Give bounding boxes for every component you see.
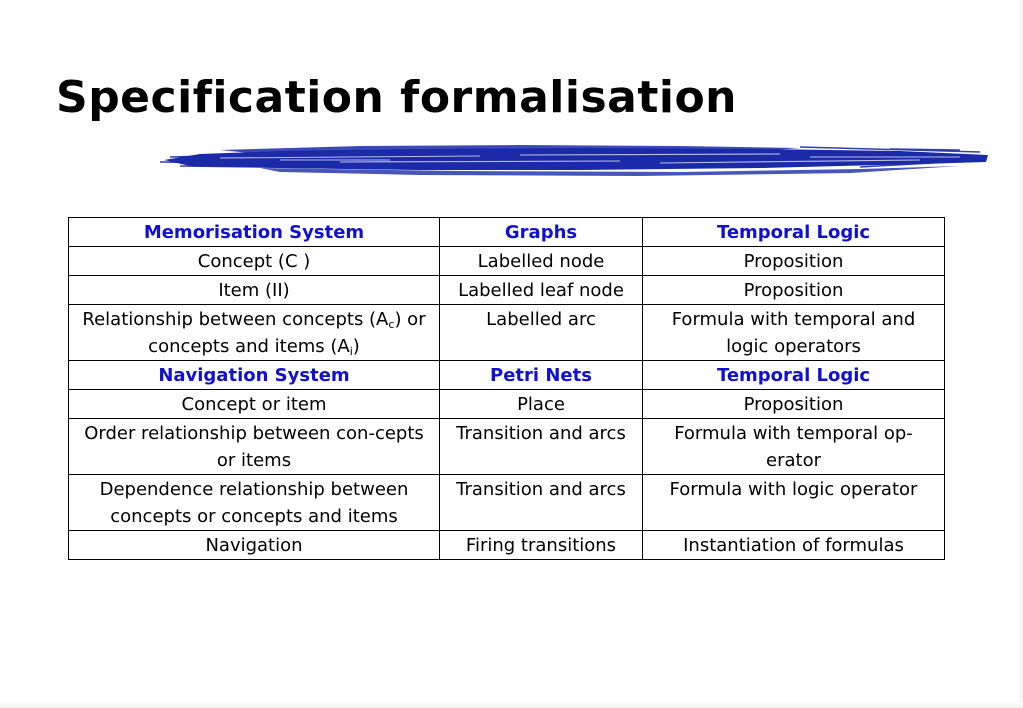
table-row (69, 305, 945, 361)
table-cell: Formula with temporal op-erator (643, 419, 945, 475)
table-cell: Proposition (643, 247, 945, 276)
table-cell: Transition and arcs (440, 475, 643, 531)
table-cell: Formula with logic operator (643, 475, 945, 531)
table-cell: Labelled leaf node (440, 276, 643, 305)
table-header-row (69, 361, 945, 390)
subscript-i: i (349, 345, 353, 358)
header-cell-petri-nets: Petri Nets (440, 361, 643, 390)
slide-edge-right (1017, 0, 1023, 708)
slide-title: Specification formalisation (56, 72, 737, 123)
cell-text-part: ) or concepts and items (A (148, 309, 426, 357)
table-cell: Dependence relationship between concepts or concepts and items (69, 475, 440, 531)
table-row (69, 531, 945, 560)
header-cell-temporal-logic: Temporal Logic (643, 218, 945, 247)
table-cell: Navigation (69, 531, 440, 560)
table-cell: Proposition (643, 276, 945, 305)
table-cell: Order relationship between con-cepts or items (69, 419, 440, 475)
slide-edge-bottom (0, 702, 1023, 708)
table-row (69, 276, 945, 305)
table-cell-relationship (69, 305, 440, 361)
table-header-row (69, 218, 945, 247)
table-cell: Proposition (643, 390, 945, 419)
table-cell: Concept (C ) (69, 247, 440, 276)
header-cell-memorisation-system: Memorisation System (69, 218, 440, 247)
specification-table (68, 217, 945, 560)
cell-text-part: ) (352, 336, 360, 357)
table-cell: Place (440, 390, 643, 419)
table-row (69, 475, 945, 531)
table-row (69, 390, 945, 419)
header-cell-graphs: Graphs (440, 218, 643, 247)
brush-stroke-decoration (160, 140, 992, 180)
header-cell-navigation-system: Navigation System (69, 361, 440, 390)
table-cell: Labelled node (440, 247, 643, 276)
table-cell: Firing transitions (440, 531, 643, 560)
table-cell: Item (II) (69, 276, 440, 305)
table-cell: Formula with temporal and logic operators (643, 305, 945, 361)
table-row (69, 419, 945, 475)
table-cell: Instantiation of formulas (643, 531, 945, 560)
table-row (69, 247, 945, 276)
table-cell: Concept or item (69, 390, 440, 419)
table-cell: Transition and arcs (440, 419, 643, 475)
table-cell: Labelled arc (440, 305, 643, 361)
cell-text-part: Relationship between concepts (A (82, 309, 389, 330)
subscript-c: c (388, 318, 395, 331)
header-cell-temporal-logic: Temporal Logic (643, 361, 945, 390)
